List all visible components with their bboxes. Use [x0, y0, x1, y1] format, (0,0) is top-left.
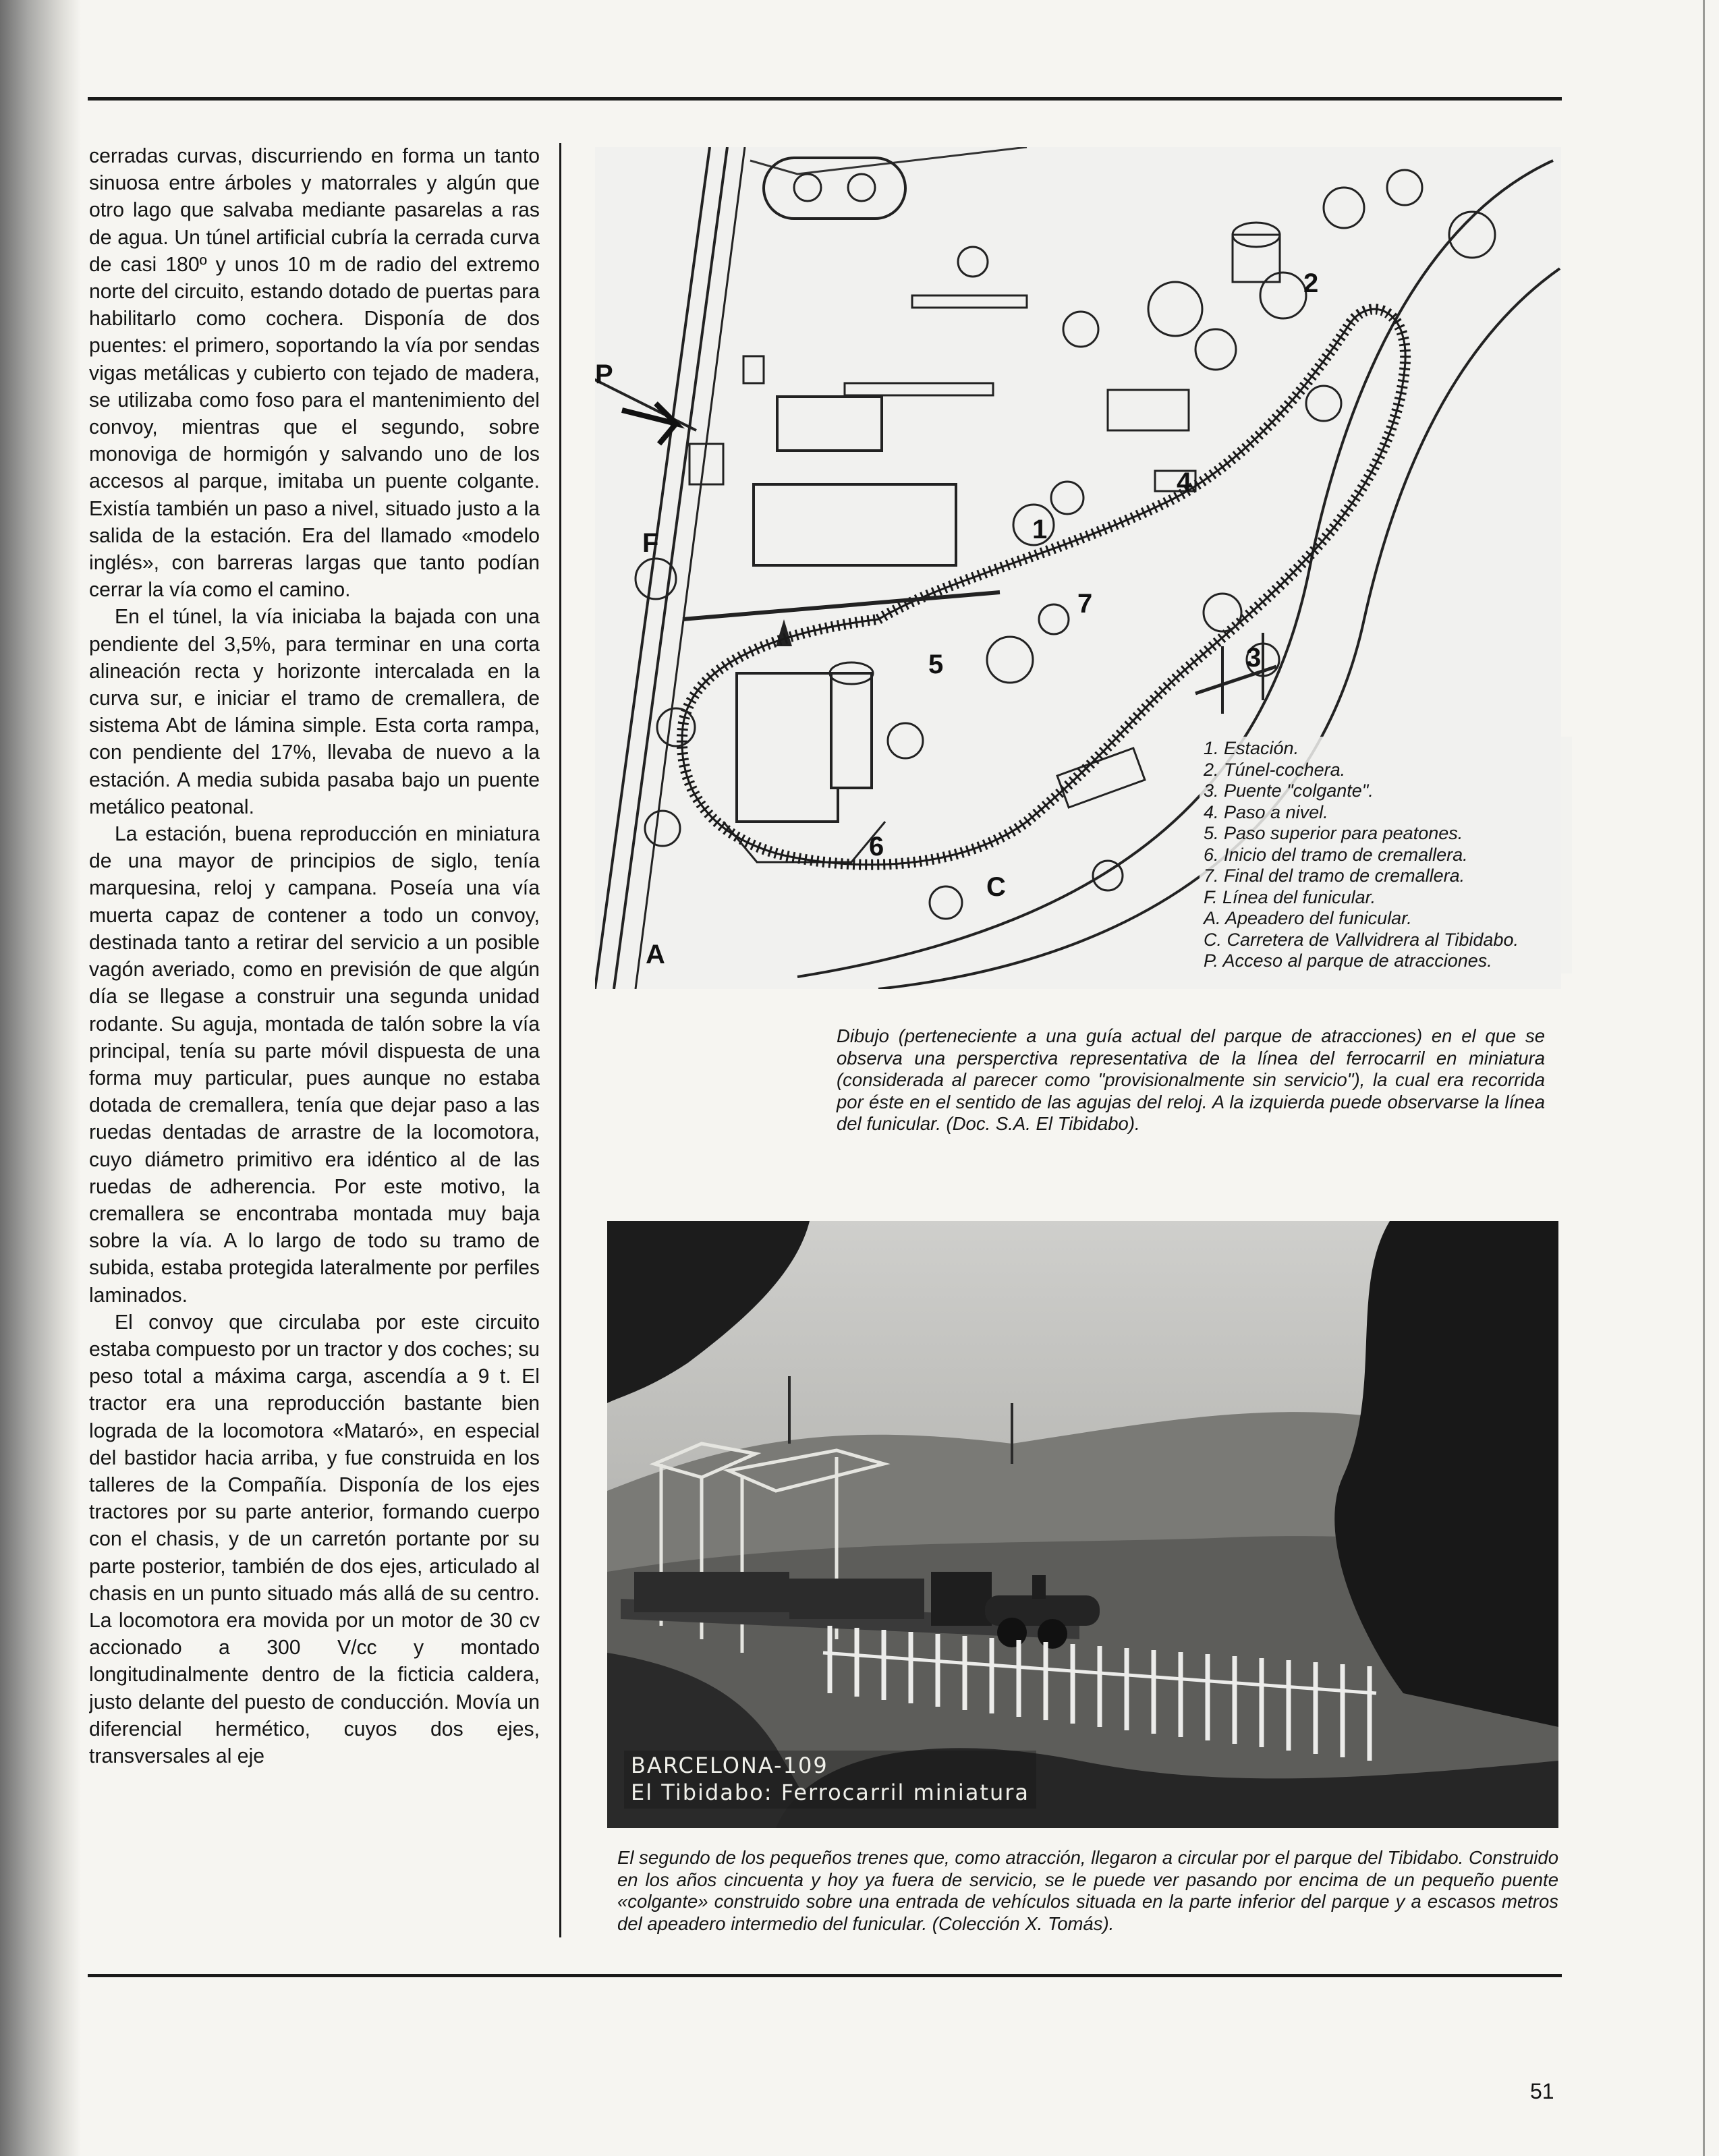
map-label-4: 4 [1177, 467, 1192, 497]
bottom-rule [88, 1974, 1562, 1977]
map-label-C: C [986, 872, 1006, 902]
legend-item: 2. Túnel-cochera. [1204, 759, 1346, 780]
legend-item: 6. Inicio del tramo de cremallera. [1204, 844, 1468, 865]
legend-item: 7. Final del tramo de cremallera. [1204, 866, 1465, 886]
map-label-7: 7 [1077, 589, 1093, 619]
legend-item: A. Apeadero del funicular. [1204, 908, 1412, 928]
map-label-A: A [646, 940, 665, 969]
map-label-2: 2 [1303, 268, 1319, 298]
legend-item: P. Acceso al parque de atracciones. [1204, 951, 1492, 971]
photo-label-line2: El Tibidabo: Ferrocarril miniatura [631, 1780, 1030, 1805]
photo-postcard-label [624, 1751, 1036, 1809]
column-rule [559, 143, 561, 1937]
legend-item: 4. Paso a nivel. [1204, 801, 1328, 822]
map-label-5: 5 [928, 650, 944, 679]
train-photograph [607, 1221, 1558, 1828]
paragraph: En el túnel, la vía iniciaba la bajada con una pendiente del 3,5%, para terminar en una corta alineación recta y horizonte intercalada en la curva sur, e iniciar el tramo de cremallera, de sistema Abt de lámina simple. Esta corta rampa, con pendiente del 17%, llevaba de nuevo a la estación. A media subida pasaba bajo un puente metálico peatonal. [89, 606, 540, 818]
map-legend [1200, 737, 1572, 973]
map-label-P: P [595, 360, 613, 389]
photo-svg [607, 1221, 1558, 1828]
page-number: 51 [1530, 2079, 1554, 2103]
map-label-6: 6 [869, 832, 884, 861]
photo-caption: El segundo de los pequeños trenes que, como atracción, llegaron a circular por el parque del Tibidabo. Construido en los años cincuenta y hoy ya fuera de servicio, se le puede ver pasando por encima de un pequeño puente «colgante» construido sobre una entrada de vehículos situada en la parte inferior del parque y a escasos metros del apeadero intermedio del funicular. (Colección X. Tomás). [617, 1847, 1558, 1934]
map-label-3: 3 [1246, 643, 1262, 673]
paragraph: cerradas curvas, discurriendo en forma un tanto sinuosa entre árboles y matorrales y algún que otro lago que salvaba mediante pasarelas a ras de agua. Un túnel artificial cubría la cerrada curva de casi 180º y unos 10 m de radio del extremo norte del circuito, estando dotado de puertas para habilitarlo como cochera. Disponía de dos puentes: el primero, soportando la vía por sendas vigas metálicas y cubierto con tejado de madera, se utilizaba como foso para el mantenimiento del convoy, mientras que el segundo, sobre monoviga de hormigón y salvando uno de los accesos al parque, imitaba un puente colgante. Existía también un paso a nivel, situado justo a la salida de la estación. Era del llamado «modelo inglés», con barreras largas que tanto podían cerrar la vía como el camino. [89, 145, 540, 602]
top-rule [88, 97, 1562, 101]
photo-label-line1: BARCELONA-109 [631, 1753, 828, 1778]
map-label-F: F [642, 528, 659, 558]
page-edge [1703, 0, 1705, 2156]
binding-shadow [0, 0, 81, 2156]
paragraph: La estación, buena reproducción en miniatura de una mayor de principios de siglo, tenía marquesina, reloj y campana. Poseía una vía muerta capaz de contener a todo un convoy, destinada tanto a retirar del servicio a un posible vagón averiado, como en previsión de que algún día se llegase a construir una segunda unidad rodante. Su aguja, montada de talón sobre la vía principal, tenía su parte móvil dispuesta de una forma muy particular, pues aunque no estaba dotada de cremallera, tenía que dejar paso a las ruedas dentadas de arrastre de la locomotora, cuyo diámetro primitivo era idéntico al de las ruedas de adherencia. Por este motivo, la cremallera se encontraba montada muy baja sobre la vía. A lo largo de todo su tramo de subida, estaba protegida lateralmente por perfiles laminados. [89, 823, 540, 1307]
legend-item: C. Carretera de Vallvidrera al Tibidabo. [1204, 929, 1519, 950]
legend-item: 1. Estación. [1204, 738, 1299, 758]
legend-item: 5. Paso superior para peatones. [1204, 823, 1463, 843]
map-caption: Dibujo (perteneciente a una guía actual del parque de atracciones) en el que se observa una persperctiva representativa de la línea del ferrocarril en miniatura (considerada al parecer como "provisionalmente sin servicio"), la cual era recorrida por éste en el sentido de las agujas del reloj. A la izquierda puede observarse la línea del funicular. (Doc. S.A. El Tibidabo). [837, 1025, 1545, 1134]
legend-item: 3. Puente "colgante". [1204, 781, 1374, 801]
map-label-1: 1 [1032, 515, 1048, 544]
paragraph: El convoy que circulaba por este circuito estaba compuesto por un tractor y dos coches; su peso total a máxima carga, ascendía a 9 t. El tractor era una reproducción bastante bien lograda de la locomotora «Mataró», en especial del bastidor hacia arriba, y fue construida en los talleres de la Compañía. Disponía de los ejes tractores por su parte anterior, formando cuerpo con el chasis, y de un carretón portante por su parte posterior, también de dos ejes, articulado al chasis en un punto situado más allá de su centro. La locomotora era movida por un motor de 30 cv accionado a 300 V/cc y montado longitudinalmente dentro de la ficticia caldera, justo delante del puesto de conducción. Movía un diferencial hermético, cuyos dos ejes, transversales al eje [89, 1311, 540, 1767]
article-body [89, 143, 540, 1944]
legend-item: F. Línea del funicular. [1204, 886, 1376, 907]
